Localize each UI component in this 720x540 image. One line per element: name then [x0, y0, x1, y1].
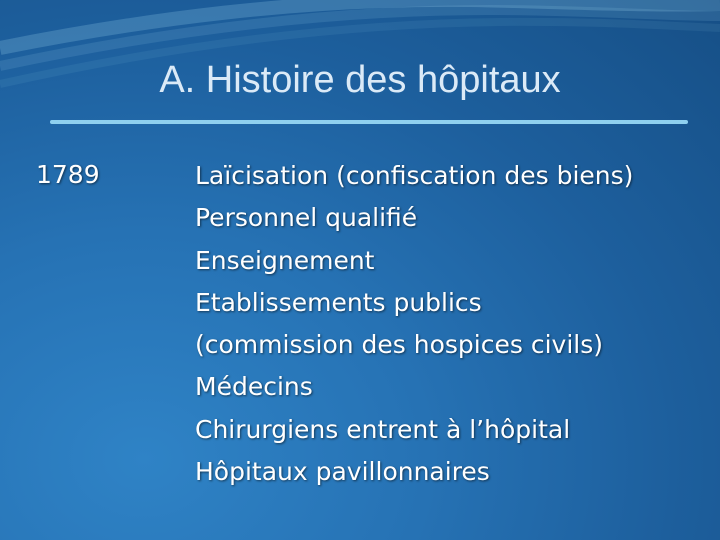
- list-item: Hôpitaux pavillonnaires: [195, 457, 490, 487]
- title-divider: [50, 120, 688, 124]
- list-item: Personnel qualifié: [195, 203, 418, 233]
- year-label: 1789: [36, 160, 100, 189]
- list-item: Laïcisation (confiscation des biens): [195, 161, 634, 190]
- slide-title: A. Histoire des hôpitaux: [159, 59, 561, 101]
- list-item: Enseignement: [195, 245, 375, 275]
- list-item: Etablissements publics: [195, 287, 482, 317]
- list-item: (commission des hospices civils): [195, 330, 603, 360]
- events-list: [195, 155, 633, 493]
- list-item: Chirurgiens entrent à l’hôpital: [195, 414, 571, 444]
- list-item: Médecins: [195, 372, 313, 402]
